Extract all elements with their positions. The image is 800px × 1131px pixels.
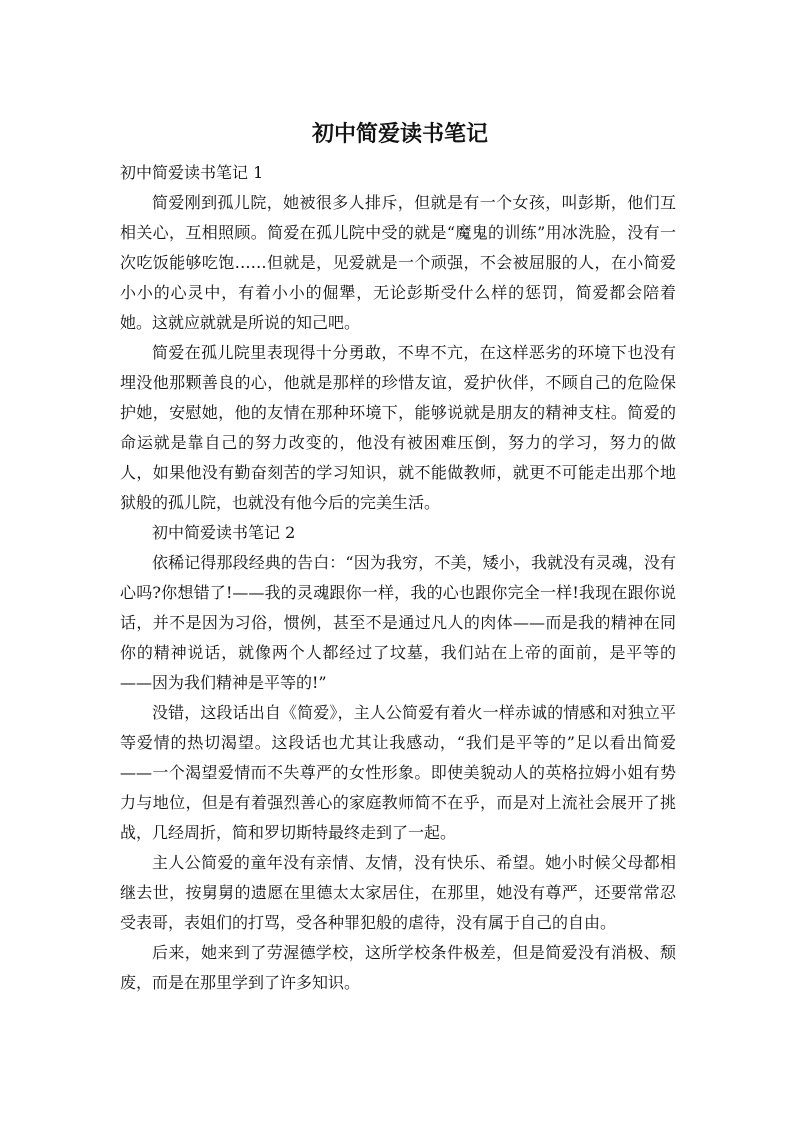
document-title: 初中简爱读书笔记 (311, 122, 488, 147)
document-body (120, 158, 676, 998)
paragraph: 主人公简爱的童年没有亲情、友情，没有快乐、希望。她小时候父母都相继去世，按舅舅的遗愿在里德太太家居住，在那里，她没有尊严，还要常常忍受表哥，表姐们的打骂，受各种罪犯般的虐待，没有属于自己的自由。 (120, 853, 676, 932)
paragraph: 没错，这段话出自《简爱》，主人公简爱有着火一样赤诚的情感和对独立平等爱情的热切渴望。这段话也尤其让我感动，“我们是平等的”足以看出简爱——一个渴望爱情而不失尊严的女性形象。即使美貌动人的英格拉姆小姐有势力与地位，但是有着强烈善心的家庭教师简不在乎，而是对上流社会展开了挑战，几经周折，简和罗切斯特最终走到了一起。 (120, 703, 676, 842)
paragraph: 简爱在孤儿院里表现得十分勇敢，不卑不亢，在这样恶劣的环境下也没有埋没他那颗善良的心，他就是那样的珍惜友谊，爱护伙伴，不顾自己的危险保护她，安慰她，他的友情在那种环境下，能够说就是朋友的精神支柱。简爱的命运就是靠自己的努力改变的，他没有被困难压倒，努力的学习，努力的做人，如果他没有勤奋刻苦的学习知识，就不能做教师，就更不可能走出那个地狱般的孤儿院，也就没有他今后的完美生活。 (120, 343, 676, 512)
paragraph: 简爱刚到孤儿院，她被很多人排斥，但就是有一个女孩，叫彭斯，他们互相关心，互相照顾。简爱在孤儿院中受的就是“魔鬼的训练”用冰洗脸，没有一次吃饭能够吃饱……但就是，见爱就是一个顽强，不会被屈服的人，在小简爱小小的心灵中，有着小小的倔犟，无论彭斯受什么样的惩罚，简爱都会陪着她。这就应就就是所说的知己吧。 (120, 193, 676, 332)
section-heading-1: 初中简爱读书笔记 1 (120, 163, 264, 182)
section-heading-2: 初中简爱读书笔记 2 (152, 523, 296, 542)
paragraph: 后来，她来到了劳渥德学校，这所学校条件极差，但是简爱没有消极、颓废，而是在那里学到了许多知识。 (120, 943, 676, 992)
paragraph: 依稀记得那段经典的告白：“因为我穷，不美，矮小，我就没有灵魂，没有心吗?你想错了!——我的灵魂跟你一样，我的心也跟你完全一样!我现在跟你说话，并不是因为习俗，惯例，甚至不是通过凡人的肉体——而是我的精神在同你的精神说话，就像两个人都经过了坟墓，我们站在上帝的面前，是平等的——因为我们精神是平等的!” (120, 553, 676, 692)
